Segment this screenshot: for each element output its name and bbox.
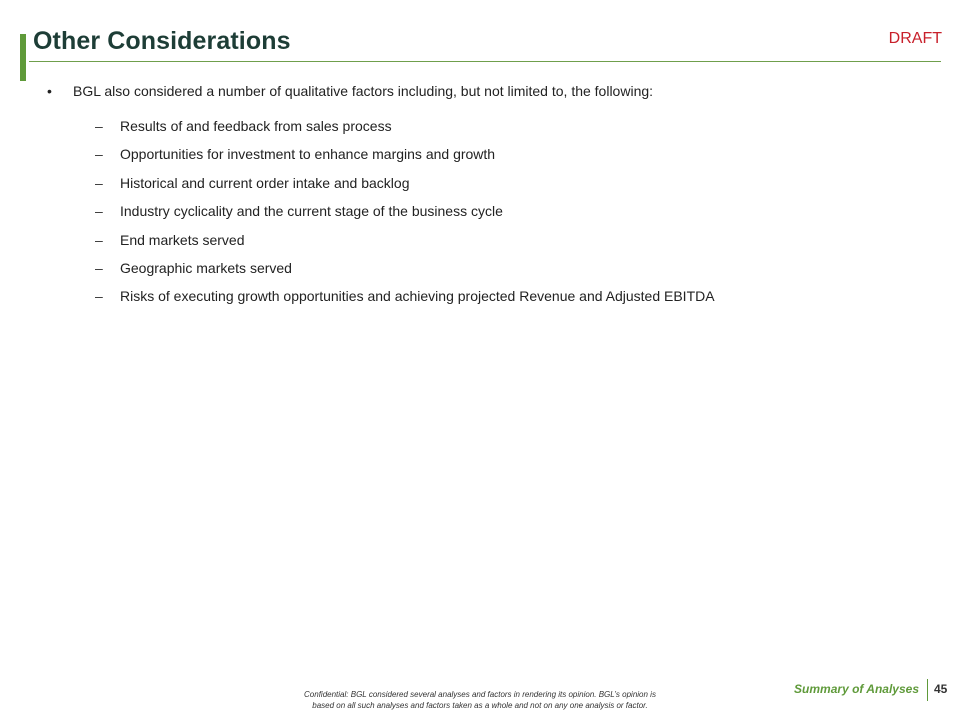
title-accent-bar: [20, 34, 26, 81]
list-item-text: Opportunities for investment to enhance margins and growth: [120, 146, 496, 163]
list-item-text: Geographic markets served: [120, 259, 292, 276]
sub-bullet-marker: –: [95, 259, 103, 276]
sub-bullet-marker: –: [95, 146, 103, 163]
sub-bullet-marker: –: [95, 203, 103, 220]
main-bullet-text: BGL also considered a number of qualitative factors including, but not limited to, the following:: [73, 83, 654, 99]
page-title: Other Considerations: [33, 27, 291, 55]
list-item-text: End markets served: [120, 231, 245, 248]
confidentiality-line-2: based on all such analyses and factors taken as a whole and not on any one analysis or factor.: [312, 701, 648, 710]
list-item: [45, 286, 905, 314]
confidentiality-line-1: Confidential: BGL considered several analyses and factors in rendering its opinion. BGL’s opinion is: [304, 690, 656, 699]
draft-label: DRAFT: [888, 30, 942, 47]
footer-divider: [927, 679, 928, 701]
content-area: [45, 81, 905, 315]
list-item-text: Risks of executing growth opportunities and achieving projected Revenue and Adjusted EBITDA: [120, 288, 715, 305]
list-item-text: Historical and current order intake and backlog: [120, 174, 410, 191]
list-item: [45, 144, 905, 172]
bullet-marker: •: [47, 83, 52, 99]
list-item: [45, 173, 905, 201]
title-divider: [29, 61, 941, 62]
list-item: [45, 116, 905, 144]
list-item-text: Industry cyclicality and the current stage of the business cycle: [120, 203, 503, 220]
sub-bullet-marker: –: [95, 231, 103, 248]
sub-bullet-marker: –: [95, 174, 103, 191]
page-number: 45: [934, 682, 948, 696]
list-item: [45, 230, 905, 258]
sub-bullet-marker: –: [95, 118, 103, 134]
list-item: [45, 201, 905, 229]
list-item: [45, 258, 905, 286]
main-bullet: [45, 81, 905, 101]
section-label: Summary of Analyses: [794, 682, 919, 696]
sub-bullet-marker: –: [95, 288, 103, 305]
confidentiality-note: [230, 689, 730, 711]
list-item-text: Results of and feedback from sales process: [120, 118, 392, 134]
sub-bullet-list: [45, 116, 905, 315]
